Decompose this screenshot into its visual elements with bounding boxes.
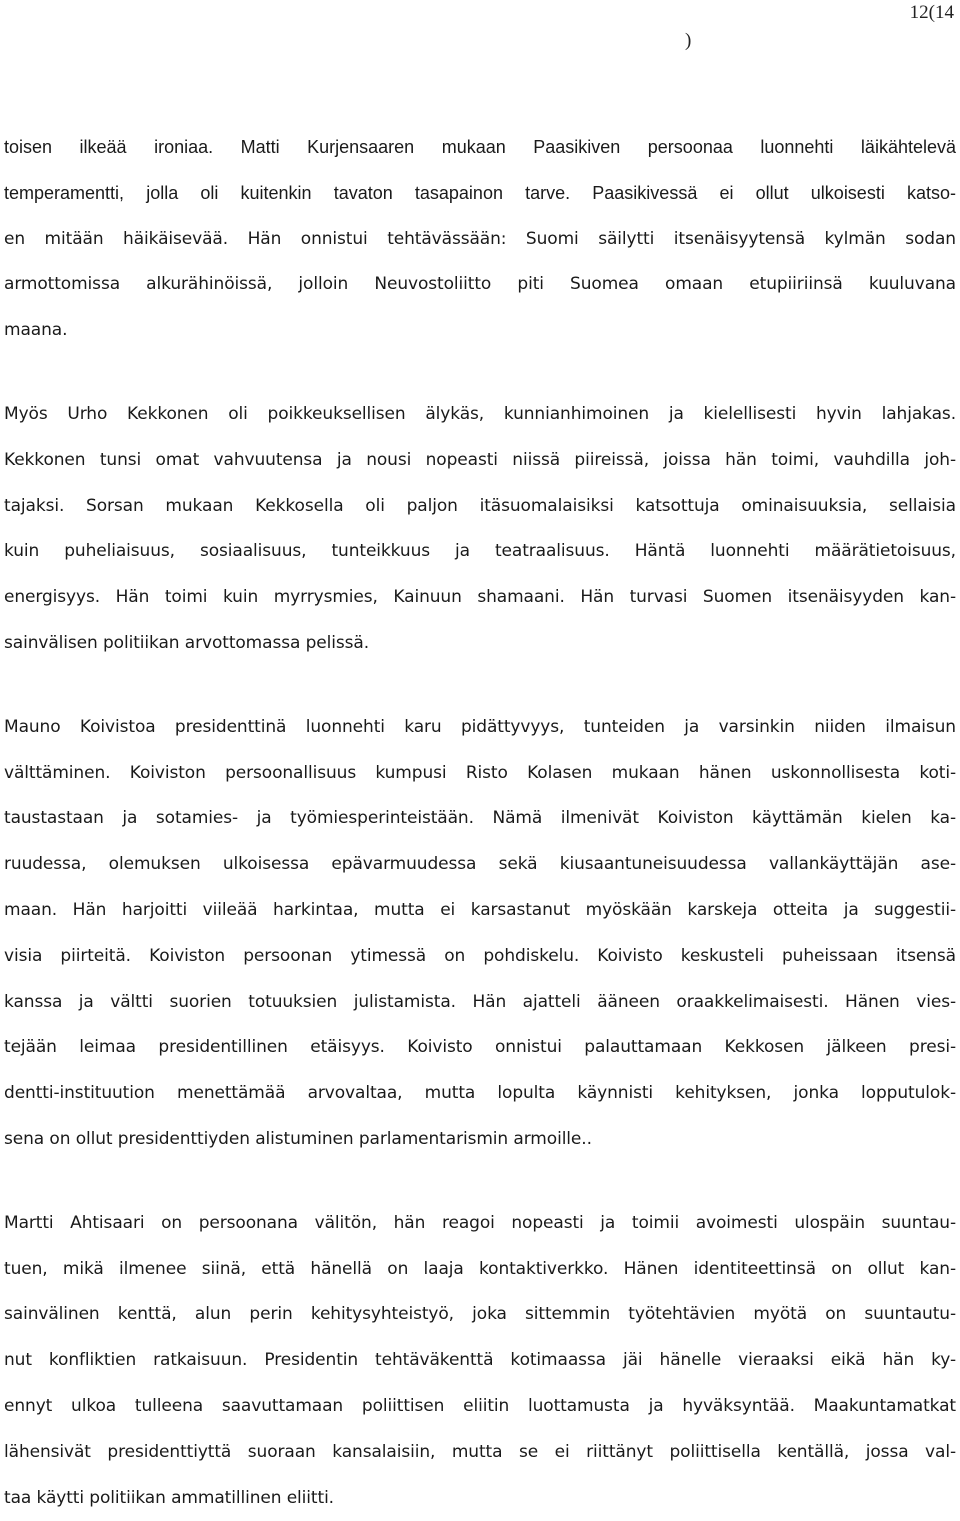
text-line: sainvälisen politiikan arvottomassa pelissä. — [4, 632, 370, 653]
text-line: nut konfliktien ratkaisuun. Presidentin tehtäväkenttä kotimaassa jäi hänelle vieraaksi eikä hän ky- — [4, 1350, 956, 1371]
text-line: Kekkonen tunsi omat vahvuutensa ja nousi nopeasti niissä piireissä, joissa hän toimi, vauhdilla joh- — [4, 449, 956, 470]
text-line: toisen ilkeää ironiaa. Matti Kurjensaaren mukaan Paasikiven persoonaa luonnehti läikähtelevä — [4, 137, 956, 157]
text-line: kanssa ja vältti suorien totuuksien julistamista. Hän ajatteli ääneen oraakkelimaisesti. Hänen vies- — [4, 991, 956, 1012]
text-line: lähensivät presidenttiyttä suoraan kansalaisiin, mutta se ei riittänyt poliittisella kentällä, jossa val- — [4, 1441, 956, 1462]
text-line: visia piirteitä. Koiviston persoonan ytimessä on pohdiskelu. Koivisto keskusteli puheissaan itsensä — [4, 945, 956, 966]
text-line: dentti-instituution menettämää arvovaltaa, mutta lopulta käynnisti kehityksen, jonka lopputulok- — [4, 1083, 956, 1104]
text-line: en mitään häikäisevää. Hän onnistui tehtävässään: Suomi säilytti itsenäisyytensä kylmän sodan — [4, 228, 956, 249]
text-line: sena on ollut presidenttiyden alistuminen parlamentarismin armoille.. — [4, 1128, 592, 1149]
text-line: maana. — [4, 320, 68, 341]
paragraph-kekkonen — [4, 392, 956, 667]
text-line: ennyt ulkoa tulleena saavuttamaan poliittisen eliitin luottamusta ja hyväksyntää. Maakuntamatkat — [4, 1395, 956, 1416]
text-line: maan. Hän harjoitti viileää harkintaa, mutta ei karsastanut myöskään karskeja otteita ja suggestii- — [4, 899, 956, 920]
text-line: taa käytti politiikan ammatillinen eliitti. — [4, 1487, 334, 1508]
text-line: armottomissa alkurähinöissä, jolloin Neuvostoliitto piti Suomea omaan etupiiriinsä kuuluvana — [4, 274, 956, 295]
text-line: Martti Ahtisaari on persoonana välitön, hän reagoi nopeasti ja toimii avoimesti ulospäin suuntau- — [4, 1212, 956, 1233]
text-line: välttäminen. Koiviston persoonallisuus kumpusi Risto Kolasen mukaan hänen uskonnollisesta koti- — [4, 762, 956, 783]
page-number: 12(14 — [909, 2, 954, 23]
text-line: tajaksi. Sorsan mukaan Kekkosella oli paljon itäsuomalaisiksi katsottuja ominaisuuksia, sellaisia — [4, 495, 956, 516]
text-line: ruudessa, olemuksen ulkoisessa epävarmuudessa sekä kiusaantuneisuudessa vallankäyttäjän ase- — [4, 854, 956, 875]
text-line: energisyys. Hän toimi kuin myrrysmies, Kainuun shamaani. Hän turvasi Suomen itsenäisyyden kan- — [4, 587, 956, 608]
paragraph-ahtisaari — [4, 1201, 956, 1521]
text-line: taustastaan ja sotamies- ja työmiesperinteistään. Nämä ilmenivät Koiviston käyttämän kielen ka- — [4, 808, 956, 829]
text-line: Myös Urho Kekkonen oli poikkeuksellisen älykäs, kunnianhimoinen ja kielellisesti hyvin lahjakas. — [4, 403, 956, 424]
text-line: tuen, mikä ilmenee siinä, että hänellä on laaja kontaktiverkko. Hänen identiteettinsä on ollut kan- — [4, 1258, 956, 1279]
document-body — [4, 125, 956, 1521]
text-line: temperamentti, jolla oli kuitenkin tavaton tasapainon tarve. Paasikivessä ei ollut ulkoisesti katso- — [4, 182, 956, 203]
text-line: Mauno Koivistoa presidenttinä luonnehti karu pidättyvyys, tunteiden ja varsinkin niiden ilmaisun — [4, 716, 956, 737]
paragraph-koivisto — [4, 705, 956, 1163]
text-line: sainvälinen kenttä, alun perin kehitysyhteistyö, joka sittemmin työtehtävien myötä on suuntautu- — [4, 1304, 956, 1325]
page-number-paren: ) — [685, 30, 692, 51]
paragraph-paasikivi — [4, 125, 956, 354]
text-line: tejään leimaa presidentillinen etäisyys. Koivisto onnistui palauttamaan Kekkosen jälkeen presi- — [4, 1037, 956, 1058]
text-line: kuin puheliaisuus, sosiaalisuus, tunteikkuus ja teatraalisuus. Häntä luonnehti määrätietoisuus, — [4, 541, 956, 562]
